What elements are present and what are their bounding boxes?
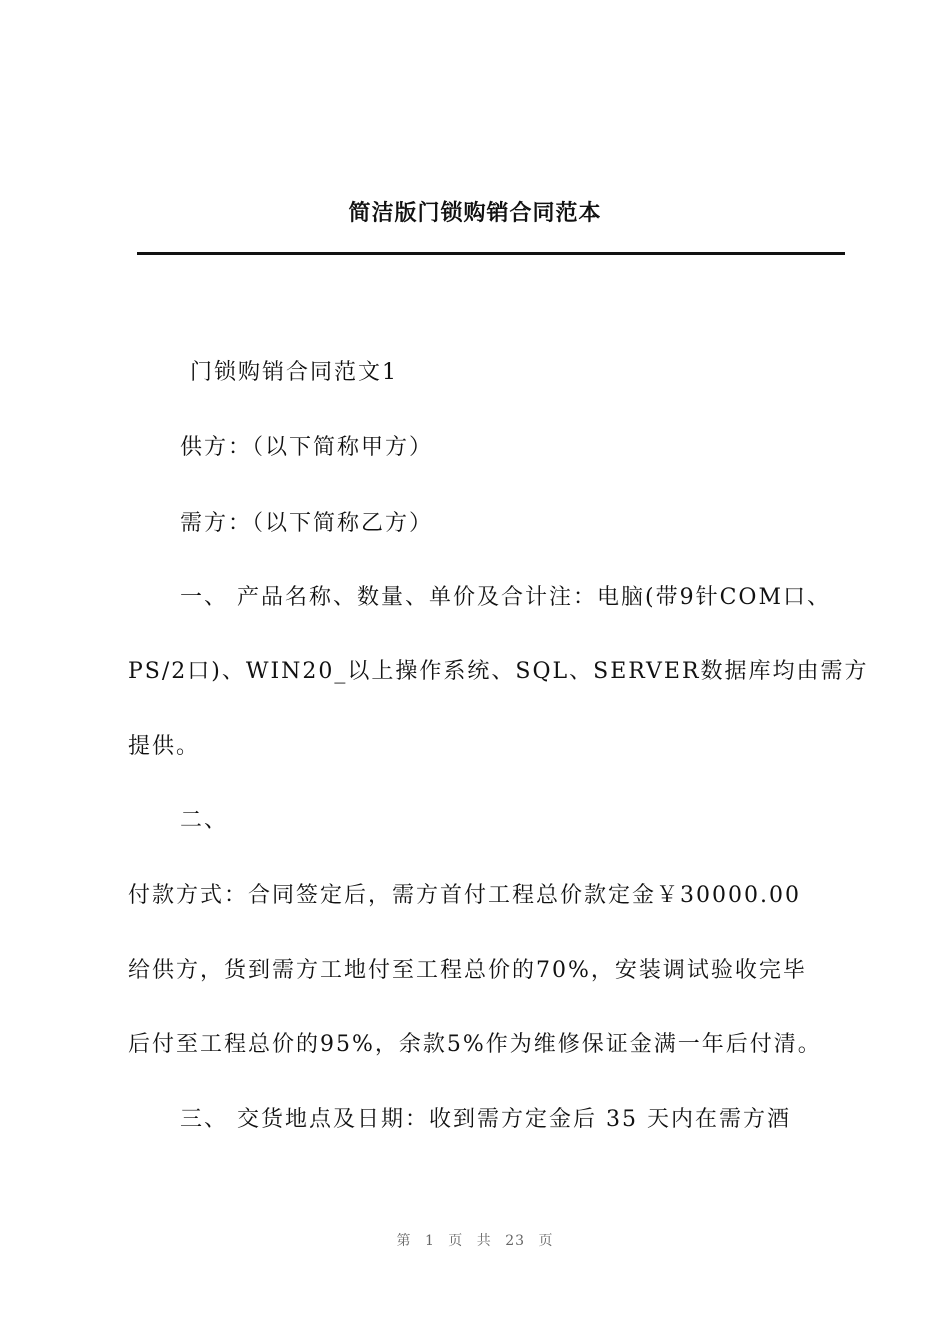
body-line: 门锁购销合同范文1	[190, 360, 398, 385]
body-line: 供方：（以下简称甲方）	[180, 435, 434, 460]
body-line: 给供方，货到需方工地付至工程总价的70%，安装调试验收完毕	[128, 958, 807, 983]
body-line: 提供。	[128, 734, 201, 759]
body-line: 需方：（以下简称乙方）	[180, 511, 434, 536]
document-title: 简洁版门锁购销合同范本	[348, 200, 602, 226]
body-line: 后付至工程总价的95%，余款5%作为维修保证金满一年后付清。	[128, 1032, 822, 1057]
title-underline	[137, 252, 845, 255]
page-footer: 第 1 页 共 23 页	[396, 1233, 554, 1249]
body-line: 二、	[180, 808, 229, 833]
body-line: 三、 交货地点及日期：收到需方定金后 35 天内在需方酒	[180, 1107, 791, 1132]
body-line: 一、 产品名称、数量、单价及合计注：电脑(带9针COM口、	[180, 585, 831, 610]
body-line: 付款方式：合同签定后，需方首付工程总价款定金￥30000.00	[128, 883, 801, 908]
body-line: PS/2口)、WIN20_以上操作系统、SQL、SERVER数据库均由需方	[128, 659, 869, 684]
